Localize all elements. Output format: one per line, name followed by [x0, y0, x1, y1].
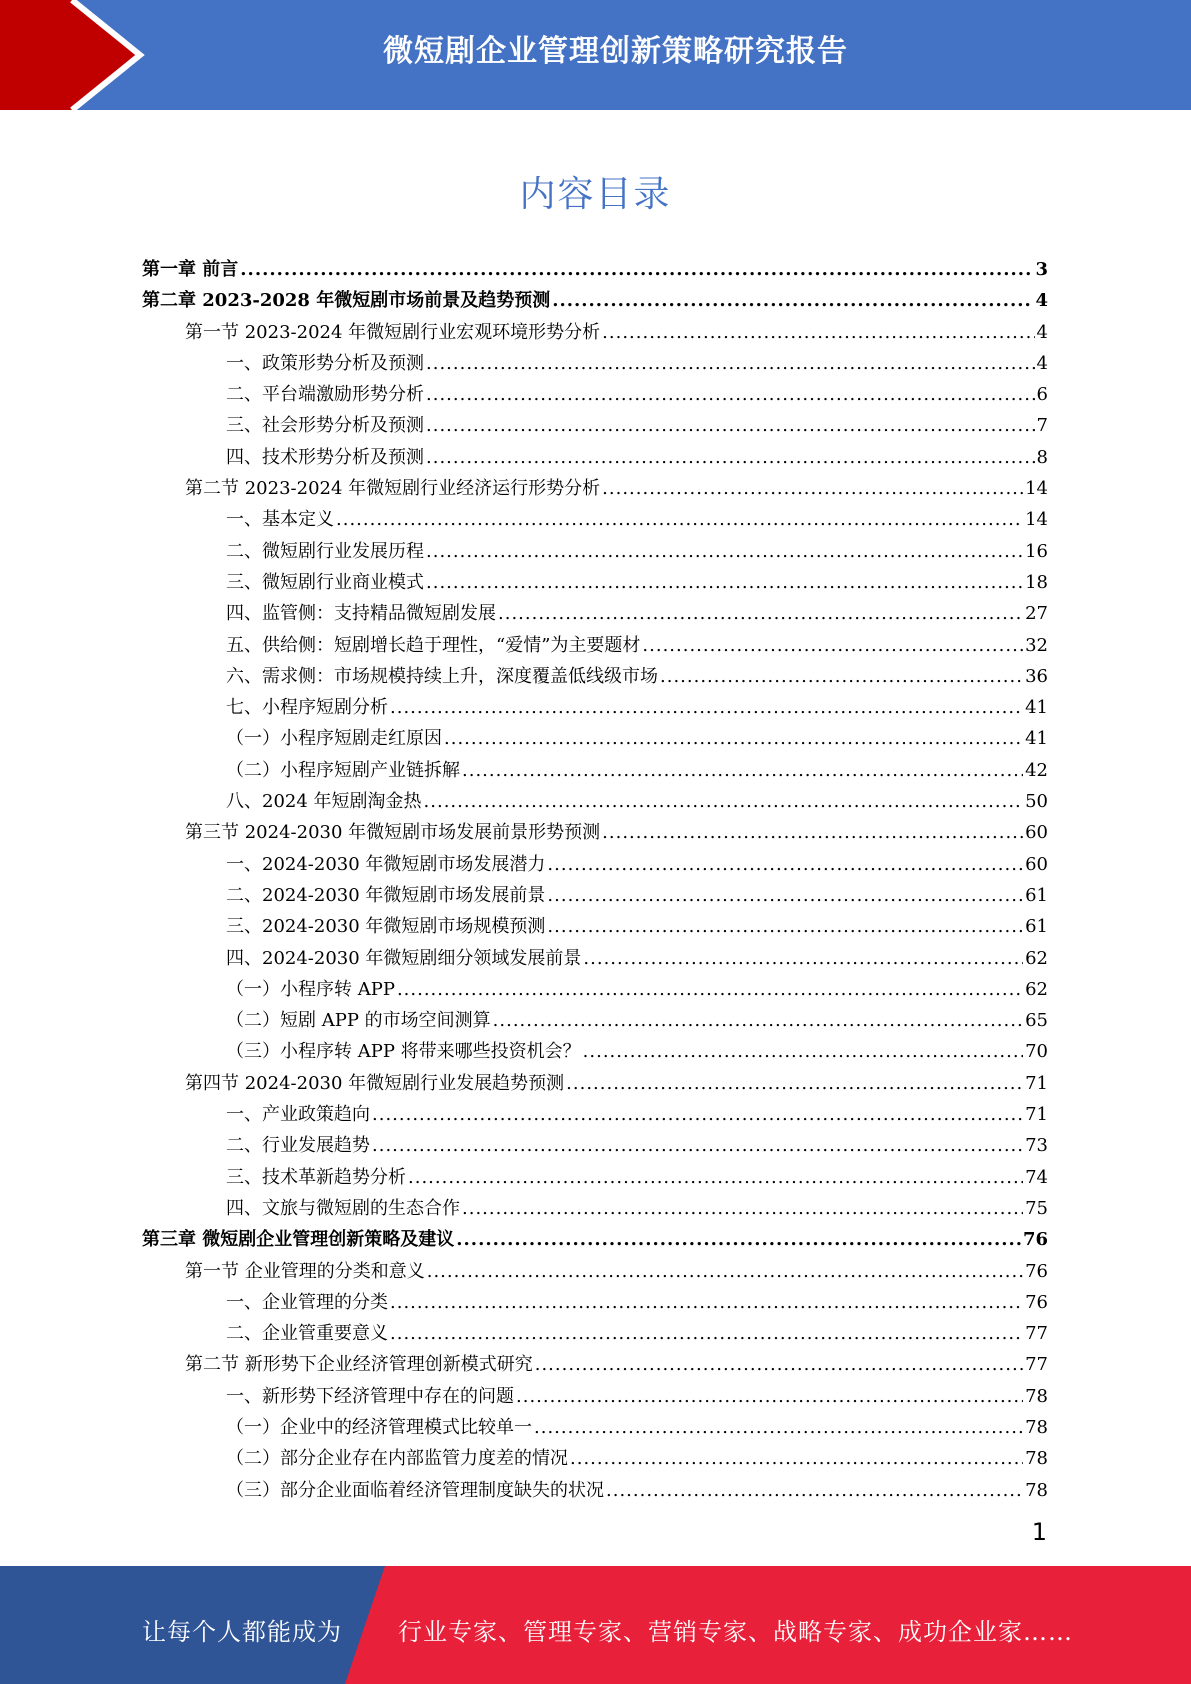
toc-entry-title: （一）小程序短剧走红原因	[226, 728, 442, 750]
toc-entry[interactable]	[142, 943, 1048, 974]
toc-entry-page: 65	[1025, 1010, 1048, 1032]
toc-entry-title: （一）企业中的经济管理模式比较单一	[226, 1416, 532, 1438]
toc-dot-leader	[547, 849, 1023, 880]
toc-entry[interactable]	[142, 504, 1048, 535]
toc-dot-leader	[534, 1412, 1023, 1443]
toc-entry-page: 75	[1025, 1197, 1048, 1219]
toc-dot-leader	[462, 1193, 1023, 1224]
toc-entry[interactable]	[142, 442, 1048, 473]
toc-entry[interactable]	[142, 1349, 1048, 1380]
toc-entry-title: 四、文旅与微短剧的生态合作	[226, 1197, 460, 1219]
toc-entry-title: 第四节 2024-2030 年微短剧行业发展趋势预测	[185, 1072, 565, 1094]
toc-dot-leader	[390, 1318, 1023, 1349]
toc-entry-page: 70	[1025, 1041, 1048, 1063]
toc-entry-page: 14	[1025, 509, 1048, 531]
toc-entry-title: 三、微短剧行业商业模式	[226, 571, 424, 593]
toc-entry-page: 73	[1025, 1135, 1048, 1157]
toc-entry-page: 61	[1025, 884, 1048, 906]
toc-dot-leader	[547, 911, 1023, 942]
toc-dot-leader	[426, 567, 1023, 598]
toc-dot-leader	[583, 943, 1023, 974]
toc-entry-page: 77	[1025, 1354, 1048, 1376]
toc-entry-page: 42	[1025, 759, 1048, 781]
table-of-contents	[142, 254, 1048, 1506]
toc-dot-leader	[426, 410, 1035, 441]
toc-entry-title: 二、行业发展趋势	[226, 1135, 370, 1157]
toc-entry-title: 一、新形势下经济管理中存在的问题	[226, 1385, 514, 1407]
toc-entry[interactable]	[142, 1193, 1048, 1224]
toc-dot-leader	[552, 285, 1033, 316]
toc-heading: 内容目录	[519, 174, 672, 215]
toc-entry-page: 7	[1036, 415, 1048, 437]
toc-entry-title: （二）部分企业存在内部监管力度差的情况	[226, 1448, 568, 1470]
toc-entry[interactable]	[142, 317, 1048, 348]
toc-dot-leader	[660, 661, 1023, 692]
toc-dot-leader	[408, 1162, 1023, 1193]
toc-dot-leader	[426, 536, 1023, 567]
toc-dot-leader	[602, 317, 1034, 348]
toc-entry-title: 一、2024-2030 年微短剧市场发展潜力	[226, 853, 546, 875]
toc-entry[interactable]	[142, 1036, 1048, 1067]
toc-entry-page: 41	[1025, 728, 1048, 750]
toc-entry-title: 四、技术形势分析及预测	[226, 446, 424, 468]
toc-dot-leader	[424, 786, 1024, 817]
toc-entry-page: 71	[1025, 1104, 1048, 1126]
toc-entry-page: 16	[1025, 540, 1048, 562]
toc-entry-title: 第二章 2023-2028 年微短剧市场前景及趋势预测	[142, 290, 551, 312]
toc-dot-leader	[516, 1381, 1023, 1412]
toc-dot-leader	[397, 974, 1023, 1005]
toc-entry-title: （二）短剧 APP 的市场空间测算	[226, 1010, 491, 1032]
toc-entry-page: 78	[1025, 1479, 1048, 1501]
toc-entry[interactable]	[142, 849, 1048, 880]
toc-entry[interactable]	[142, 1287, 1048, 1318]
toc-entry[interactable]	[142, 1224, 1048, 1255]
toc-dot-leader	[426, 348, 1035, 379]
toc-entry-page: 71	[1025, 1072, 1048, 1094]
toc-dot-leader	[426, 379, 1035, 410]
toc-entry[interactable]	[142, 410, 1048, 441]
toc-dot-leader	[336, 504, 1023, 535]
toc-dot-leader	[606, 1475, 1023, 1506]
toc-entry[interactable]	[142, 1099, 1048, 1130]
toc-dot-leader	[498, 598, 1023, 629]
toc-entry[interactable]	[142, 1130, 1048, 1161]
toc-entry-title: 三、技术革新趋势分析	[226, 1166, 406, 1188]
toc-entry[interactable]	[142, 1162, 1048, 1193]
toc-entry-title: 五、供给侧：短剧增长趋于理性，“爱情”为主要题材	[226, 634, 641, 656]
toc-dot-leader	[390, 692, 1023, 723]
toc-entry-title: （三）部分企业面临着经济管理制度缺失的状况	[226, 1479, 604, 1501]
toc-entry[interactable]	[142, 723, 1048, 754]
toc-entry[interactable]	[142, 1005, 1048, 1036]
toc-entry[interactable]	[142, 379, 1048, 410]
toc-entry[interactable]	[142, 1381, 1048, 1412]
toc-entry-title: 一、基本定义	[226, 509, 334, 531]
toc-entry[interactable]	[142, 1256, 1048, 1287]
toc-entry-page: 50	[1025, 791, 1048, 813]
toc-dot-leader	[444, 723, 1023, 754]
toc-entry[interactable]	[142, 661, 1048, 692]
toc-entry-page: 4	[1036, 352, 1048, 374]
toc-entry-title: 第一节 企业管理的分类和意义	[185, 1260, 425, 1282]
toc-entry-page: 4	[1036, 321, 1048, 343]
toc-dot-leader	[462, 755, 1023, 786]
toc-entry-page: 8	[1036, 446, 1048, 468]
page-number: 1	[1031, 1518, 1047, 1546]
toc-entry-page: 36	[1025, 665, 1048, 687]
toc-dot-leader	[493, 1005, 1023, 1036]
toc-entry-page: 41	[1025, 697, 1048, 719]
toc-entry-title: 四、2024-2030 年微短剧细分领域发展前景	[226, 947, 582, 969]
page-header	[0, 0, 1191, 110]
toc-entry-page: 76	[1025, 1291, 1048, 1313]
toc-entry[interactable]	[142, 692, 1048, 723]
toc-entry[interactable]	[142, 1475, 1048, 1506]
toc-entry-title: 二、企业管重要意义	[226, 1323, 388, 1345]
toc-dot-leader	[583, 1036, 1023, 1067]
toc-entry[interactable]	[142, 348, 1048, 379]
toc-entry[interactable]	[142, 911, 1048, 942]
toc-entry-title: 八、2024 年短剧淘金热	[226, 791, 422, 813]
toc-entry[interactable]	[142, 974, 1048, 1005]
toc-entry-page: 78	[1025, 1416, 1048, 1438]
toc-entry-page: 76	[1022, 1229, 1048, 1251]
toc-entry-page: 4	[1035, 290, 1048, 312]
toc-entry-title: 第三节 2024-2030 年微短剧市场发展前景形势预测	[185, 822, 601, 844]
toc-dot-leader	[240, 254, 1033, 285]
toc-entry-page: 3	[1035, 259, 1048, 280]
page-footer	[0, 1566, 1191, 1684]
toc-entry[interactable]	[142, 1443, 1048, 1474]
toc-entry[interactable]	[142, 473, 1048, 504]
toc-entry-page: 27	[1025, 603, 1048, 625]
toc-dot-leader	[372, 1099, 1023, 1130]
toc-entry[interactable]	[142, 285, 1048, 316]
toc-entry-title: （二）小程序短剧产业链拆解	[226, 759, 460, 781]
toc-entry-page: 78	[1025, 1385, 1048, 1407]
toc-entry[interactable]	[142, 630, 1048, 661]
toc-entry-title: 一、政策形势分析及预测	[226, 352, 424, 374]
toc-dot-leader	[390, 1287, 1023, 1318]
toc-entry[interactable]	[142, 536, 1048, 567]
footer-slogan: 让每个人都能成为	[142, 1618, 342, 1646]
toc-entry[interactable]	[142, 254, 1048, 285]
toc-dot-leader	[427, 1256, 1023, 1287]
toc-entry[interactable]	[142, 755, 1048, 786]
toc-entry-title: 二、2024-2030 年微短剧市场发展前景	[226, 884, 546, 906]
toc-entry-title: 第二节 2023-2024 年微短剧行业经济运行形势分析	[185, 478, 601, 500]
toc-entry-page: 76	[1025, 1260, 1048, 1282]
toc-entry-page: 78	[1025, 1448, 1048, 1470]
toc-entry-page: 62	[1025, 947, 1048, 969]
toc-entry-page: 60	[1025, 853, 1048, 875]
toc-entry[interactable]	[142, 817, 1048, 848]
toc-entry-title: 三、2024-2030 年微短剧市场规模预测	[226, 916, 546, 938]
toc-dot-leader	[602, 817, 1023, 848]
toc-dot-leader	[570, 1443, 1023, 1474]
toc-entry-page: 60	[1025, 822, 1048, 844]
footer-tagline: 行业专家、管理专家、营销专家、战略专家、成功企业家……	[398, 1618, 1073, 1646]
toc-entry-page: 74	[1025, 1166, 1048, 1188]
toc-dot-leader	[426, 442, 1035, 473]
toc-entry[interactable]	[142, 1318, 1048, 1349]
toc-dot-leader	[547, 880, 1023, 911]
toc-entry-title: 三、社会形势分析及预测	[226, 415, 424, 437]
report-title: 微短剧企业管理创新策略研究报告	[383, 34, 848, 69]
toc-entry-title: 一、产业政策趋向	[226, 1104, 370, 1126]
toc-dot-leader	[566, 1068, 1023, 1099]
toc-entry-page: 62	[1025, 978, 1048, 1000]
toc-entry-title: 第二节 新形势下企业经济管理创新模式研究	[185, 1354, 533, 1376]
toc-dot-leader	[602, 473, 1023, 504]
toc-entry-title: 第一节 2023-2024 年微短剧行业宏观环境形势分析	[185, 321, 601, 343]
toc-entry[interactable]	[142, 1412, 1048, 1443]
toc-entry-page: 14	[1025, 478, 1048, 500]
toc-entry-title: 一、企业管理的分类	[226, 1291, 388, 1313]
toc-entry-title: （三）小程序转 APP 将带来哪些投资机会？	[226, 1041, 581, 1063]
toc-entry-title: 六、需求侧：市场规模持续上升，深度覆盖低线级市场	[226, 665, 658, 687]
toc-dot-leader	[642, 630, 1023, 661]
toc-entry-page: 6	[1036, 384, 1048, 406]
toc-entry-title: 第一章 前言	[142, 259, 239, 280]
toc-entry-title: 第三章 微短剧企业管理创新策略及建议	[142, 1229, 455, 1251]
toc-entry-title: 二、微短剧行业发展历程	[226, 540, 424, 562]
toc-entry[interactable]	[142, 598, 1048, 629]
toc-dot-leader	[456, 1224, 1021, 1255]
toc-entry-title: 七、小程序短剧分析	[226, 697, 388, 719]
toc-entry[interactable]	[142, 880, 1048, 911]
toc-entry-title: 二、平台端激励形势分析	[226, 384, 424, 406]
toc-entry-page: 18	[1025, 571, 1048, 593]
toc-dot-leader	[535, 1349, 1023, 1380]
toc-entry[interactable]	[142, 786, 1048, 817]
toc-entry[interactable]	[142, 1068, 1048, 1099]
toc-entry-page: 77	[1025, 1323, 1048, 1345]
toc-entry[interactable]	[142, 567, 1048, 598]
toc-entry-page: 32	[1025, 634, 1048, 656]
toc-entry-title: 四、监管侧：支持精品微短剧发展	[226, 603, 496, 625]
toc-dot-leader	[372, 1130, 1023, 1161]
toc-entry-title: （一）小程序转 APP	[226, 978, 395, 1000]
toc-entry-page: 61	[1025, 916, 1048, 938]
